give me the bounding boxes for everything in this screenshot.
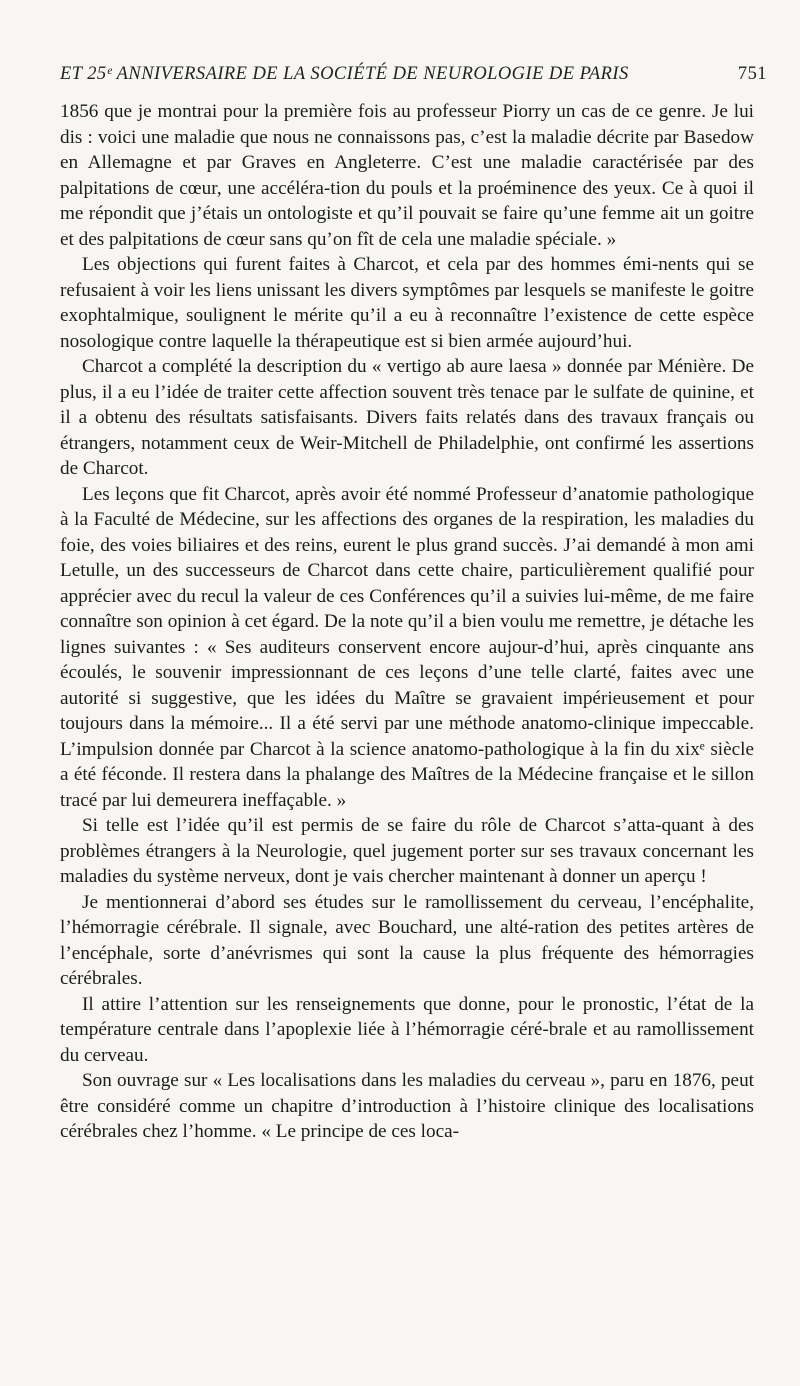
paragraph-5: Si telle est l’idée qu’il est permis de se faire du rôle de Charcot s’atta-quant à des problèmes étrangers à la Neurologie, quel jugement porter sur ses travaux concernant les maladies du système nerveux, dont je vais chercher maintenant à donner un aperçu !	[60, 815, 754, 887]
page-number: 751	[737, 64, 767, 84]
paragraph-6: Je mentionnerai d’abord ses études sur le ramollissement du cerveau, l’encéphalite, l’hémorragie cérébrale. Il signale, avec Bouchard, une alté-ration des petites artères de l’encéphale, sorte d’anévrismes qui sont la cause la plus fréquente des hémorragies cérébrales.	[60, 891, 754, 989]
paragraph-3: Charcot a complété la description du « vertigo ab aure laesa » donnée par Ménière. De plus, il a eu l’idée de traiter cette affection souvent très tenace par le sulfate de quinine, et il a obtenu des résultats satisfaisants. Divers faits relatés dans des travaux français ou étrangers, notamment ceux de Weir-Mitchell de Philadelphie, ont confirmé les assertions de Charcot.	[60, 356, 754, 479]
paragraph-4: Les leçons que fit Charcot, après avoir été nommé Professeur d’anatomie pathologique à la Faculté de Médecine, sur les affections des organes de la respiration, les maladies du foie, des voies biliaires et des reins, eurent le plus grand succès. J’ai demandé à mon ami Letulle, un des successeurs de Charcot dans cette chaire, particulièrement qualifié pour apprécier avec du recul la valeur de ces Conférences qu’il a suivies lui-même, de me faire connaître son opinion à cet égard. De la note qu’il a bien voulu me remettre, je détache les lignes suivantes : « Ses auditeurs conservent encore aujour-d’hui, après cinquante ans écoulés, le souvenir impressionnant de ces leçons d’une telle clarté, faites avec une autorité si suggestive, que les idées du Maître se gravaient impérieusement et pour toujours dans la mémoire... Il a été servi par une méthode anatomo-clinique impeccable. L’impulsion donnée par Charcot à la science anatomo-pathologique à la fin du xixᵉ siècle a été féconde. Il restera dans la phalange des Maîtres de la Médecine française et le sillon tracé par lui demeurera ineffaçable. »	[60, 483, 754, 811]
running-title: ET 25ᵉ ANNIVERSAIRE DE LA SOCIÉTÉ DE NEUROLOGIE DE PARIS	[60, 64, 629, 84]
running-head	[60, 64, 767, 88]
paragraph-1: 1856 que je montrai pour la première fois au professeur Piorry un cas de ce genre. Je lui dis : voici une maladie que nous ne connaissons pas, c’est la maladie décrite par Basedow en Allemagne et par Graves en Angleterre. C’est une maladie caractérisée par des palpitations de cœur, une accéléra-tion du pouls et la proéminence des yeux. Ce à quoi il me répondit que j’étais un ontologiste et qu’il pouvait se faire qu’une femme ait un goitre et des palpitations de cœur sans qu’on fît de cela une maladie spéciale. »	[60, 101, 754, 250]
paragraph-8: Son ouvrage sur « Les localisations dans les maladies du cerveau », paru en 1876, peut être considéré comme un chapitre d’introduction à l’histoire clinique des localisations cérébrales chez l’homme. « Le principe de ces loca-	[60, 1070, 754, 1142]
paragraph-2: Les objections qui furent faites à Charcot, et cela par des hommes émi-nents qui se refusaient à voir les liens unissant les divers symptômes par lesquels se manifeste le goitre exophtalmique, soulignent le mérite qu’il a eu à reconnaître l’existence de cette espèce nosologique contre laquelle la thérapeutique est si bien armée aujourd’hui.	[60, 254, 754, 352]
body-text	[60, 99, 754, 1145]
paragraph-7: Il attire l’attention sur les renseignements que donne, pour le pronostic, l’état de la température centrale dans l’apoplexie liée à l’hémorragie céré-brale et au ramollissement du cerveau.	[60, 993, 754, 1066]
